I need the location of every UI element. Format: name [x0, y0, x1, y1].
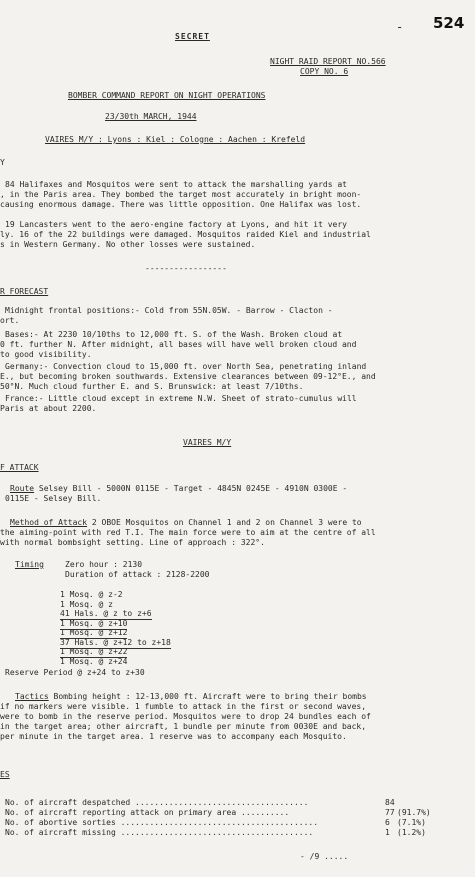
attack-subheading: F ATTACK: [0, 463, 39, 472]
method-line: [10, 518, 362, 528]
forecast-heading: R FORECAST: [0, 287, 49, 296]
stats-row: [5, 828, 426, 838]
stats-row: [5, 808, 431, 818]
report-date: 23/30th MARCH, 1944: [105, 112, 197, 121]
method-line: with normal bombsight setting. Line of approach : 322°.: [0, 538, 265, 547]
summary-line: 19 Lancasters went to the aero-engine factory at Lyons, and hit it very: [5, 220, 347, 229]
stats-count: 6: [385, 818, 390, 827]
tactics-line: were to bomb in the reserve period. Mosquitos were to drop 24 bundles each of: [0, 712, 371, 721]
stats-percent: (1.2%): [397, 828, 426, 837]
schedule-row-text: 1 Mosq. @ z+22: [60, 647, 128, 656]
schedule-row: 1 Mosq. @ z: [60, 599, 113, 609]
stats-row: [5, 818, 426, 828]
header-dash: -: [396, 20, 404, 34]
route-line: [10, 484, 347, 494]
method-line: the aiming-point with red T.I. The main force were to aim at the centre of all: [0, 528, 376, 537]
forecast-line: E., but becoming broken southwards. Extensive clearances between 09-12°E., and: [0, 372, 376, 381]
stats-heading: ES: [0, 770, 10, 779]
summary-line: causing enormous damage. There was little opposition. One Halifax was lost.: [0, 200, 362, 209]
stats-row: [5, 798, 395, 808]
classification-stamp: SECRET: [175, 32, 210, 41]
forecast-line: 0 ft. further N. After midnight, all bases will have well broken cloud and: [0, 340, 357, 349]
summary-line: ly. 16 of the 22 buildings were damaged. Mosquitos raided Kiel and industrial: [0, 230, 371, 239]
schedule-row-text: 1 Mosq. @ z+12: [60, 628, 128, 637]
summary-line: s in Western Germany. No other losses were sustained.: [0, 240, 256, 249]
section-title: VAIRES M/Y: [183, 438, 232, 447]
forecast-line: 50°N. Much cloud further E. and S. Brunswick: at least 7/10ths.: [0, 382, 304, 391]
route-text: Selsey Bill - 5000N 0115E - Target - 4845N 0245E - 4910N 0300E -: [34, 484, 348, 493]
schedule-row-text: 37 Hals. @ z+12 to z+18: [60, 637, 171, 647]
separator-line: -----------------: [145, 264, 227, 273]
stats-label: No. of aircraft despatched ....................................: [5, 798, 309, 807]
schedule-row: [60, 609, 171, 619]
stats-table: [5, 798, 431, 838]
schedule-row: [60, 628, 171, 638]
tactics-label: Tactics: [15, 692, 49, 701]
summary-line: 84 Halifaxes and Mosquitos were sent to attack the marshalling yards at: [5, 180, 347, 189]
forecast-line: to good visibility.: [0, 350, 92, 359]
method-text: 2 OBOE Mosquitos on Channel 1 and 2 on Channel 3 were to: [87, 518, 362, 527]
summary-line: , in the Paris area. They bombed the target most accurately in bright moon-: [0, 190, 362, 199]
page-number: 524: [433, 14, 465, 32]
tactics-line: [15, 692, 367, 702]
forecast-line: ort.: [0, 316, 20, 325]
stats-count: 84: [385, 798, 395, 807]
reserve-period: Reserve Period @ z+24 to z+30: [5, 668, 145, 677]
schedule-row: [60, 619, 171, 629]
method-label: Method of Attack: [10, 518, 88, 527]
route-label: Route: [10, 484, 35, 493]
tactics-line: per minute in the target area. 1 reserve was to accompany each Mosquito.: [0, 732, 347, 741]
copy-number: COPY NO. 6: [300, 67, 349, 76]
zero-hour: Zero hour : 2130: [65, 560, 143, 569]
report-title: BOMBER COMMAND REPORT ON NIGHT OPERATIONS: [68, 91, 266, 100]
stats-label: No. of abortive sorties .........................................: [5, 818, 319, 827]
forecast-line: Midnight frontal positions:- Cold from 55N.05W. - Barrow - Clacton -: [5, 306, 333, 315]
timing-schedule: [60, 590, 171, 666]
stats-label: No. of aircraft missing ........................................: [5, 828, 314, 837]
schedule-row: [60, 638, 171, 648]
schedule-row: 1 Mosq. @ z-2: [60, 590, 123, 599]
forecast-line: Paris at about 2200.: [0, 404, 97, 413]
forecast-line: Germany:- Convection cloud to 15,000 ft. over North Sea, penetrating inland: [5, 362, 367, 371]
schedule-row: 1 Mosq. @ z+24: [60, 656, 128, 666]
summary-mark: Y: [0, 158, 5, 167]
stats-count: 77: [385, 808, 395, 817]
schedule-row-text: 41 Hals. @ z to z+6: [60, 609, 152, 618]
tactics-text: Bombing height : 12-13,000 ft. Aircraft were to bring their bombs: [48, 692, 367, 701]
targets-line: VAIRES M/Y : Lyons : Kiel : Cologne : Aachen : Krefeld: [45, 135, 306, 144]
timing-label: Timing: [15, 560, 44, 569]
stats-percent: (91.7%): [397, 808, 431, 817]
tactics-line: if no markers were visible. 1 fumble to attack in the first or second waves,: [0, 702, 367, 711]
forecast-line: Bases:- At 2230 10/10ths to 12,000 ft. S. of the Wash. Broken cloud at: [5, 330, 343, 339]
route-line: 0115E - Selsey Bill.: [5, 494, 102, 503]
schedule-row-text: 1 Mosq. @ z+10: [60, 618, 128, 628]
report-reference: NIGHT RAID REPORT NO.566: [270, 57, 386, 66]
page-footer: - /9 .....: [300, 852, 349, 861]
tactics-line: in the target area; other aircraft, 1 bundle per minute from 0030E and back,: [0, 722, 367, 731]
stats-label: No. of aircraft reporting attack on primary area ..........: [5, 808, 290, 817]
forecast-line: France:- Little cloud except in extreme N.W. Sheet of strato-cumulus will: [5, 394, 357, 403]
stats-percent: (7.1%): [397, 818, 426, 827]
stats-count: 1: [385, 828, 390, 837]
attack-duration: Duration of attack : 2128-2200: [65, 570, 210, 579]
